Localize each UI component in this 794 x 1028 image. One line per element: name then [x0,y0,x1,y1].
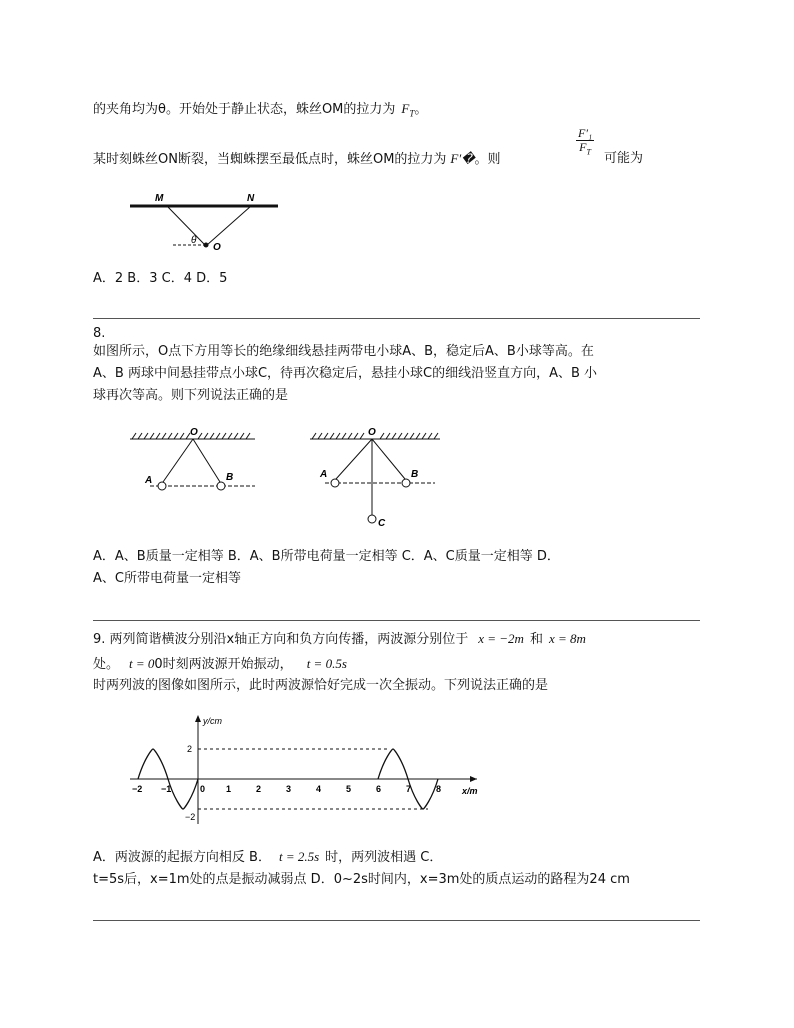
q9-source1-formula: x = −2m [478,631,524,646]
divider-3 [93,920,700,921]
x-tick-neg1: −1 [161,784,172,794]
q7-fprime-formula: F′� [450,151,475,166]
ball-a [158,482,166,490]
y-axis-arrow-icon [195,715,201,722]
q8-right-figure [305,425,450,535]
y-axis-label: y/cm [203,716,222,726]
ball-b [402,479,410,487]
q9-and-text: 和 [529,632,543,647]
label-o: O [190,427,198,438]
q7-ratio-fraction [576,127,594,158]
thread-a [163,439,193,482]
thread-b [372,439,405,479]
x-axis-label: x/m [462,786,478,796]
q8-options-line2: A、C所带电荷量一定相等 [93,571,241,586]
q7-line1-text: 的夹角均为θ。开始处于静止状态，蛛丝OM的拉力为 [93,102,396,117]
ball-b [217,482,225,490]
thread-on [207,206,251,245]
q9-t05-formula: t = 0.5s [306,656,347,671]
q7-line2-end: 可能为 [604,151,644,166]
q8-stem-line3: 球再次等高。则下列说法正确的是 [93,388,289,403]
x-tick-labels [132,784,441,794]
q9-stem-text1: 9. 两列简谐横波分别沿x轴正方向和负方向传播，两波源分别位于 [93,632,469,647]
x-tick-2: 2 [256,784,262,794]
y-tick-2: 2 [187,744,193,754]
q7-line1 [93,100,427,123]
q7-line2 [93,150,501,169]
q7-ft-formula: $F_T$ [401,101,415,119]
divider-2 [93,620,700,621]
label-theta: θ [191,235,197,246]
q7-ratio-numerator: F′₁ [578,126,593,140]
x-tick-8: 8 [436,784,442,794]
point-o-dot [204,243,209,248]
thread-b [193,439,220,482]
q7-line1-end: 。 [414,102,428,117]
q7-line2-text: 某时刻蛛丝ON断裂，当蜘蛛摆至最低点时，蛛丝OM的拉力为 [93,152,447,167]
q9-option-a: A．两波源的起振方向相反 B． [93,850,271,865]
q9-t0-formula: t = 0 [129,656,155,671]
x-tick-0: 0 [200,784,206,794]
x-axis-arrow-icon [470,776,477,782]
q9-stem-text2b: 0时刻两波源开始振动， [154,657,293,672]
q9-stem-line1 [93,630,586,649]
q8-number: 8. [93,326,106,341]
q8-left-figure [125,425,265,505]
x-tick-5: 5 [346,784,352,794]
x-tick-4: 4 [316,784,322,794]
q8-stem-line1: 如图所示，O点下方用等长的绝缘细线悬挂两带电小球A、B，稳定后A、B小球等高。在 [93,344,594,359]
q9-wave-graph [125,712,495,827]
q9-option-b-end: 时，两列波相遇 C． [325,850,443,865]
x-tick-1: 1 [226,784,232,794]
q7-spider-figure [125,190,285,253]
q9-stem-text2a: 处。 [93,657,120,672]
q9-options-line1 [93,848,442,867]
q8-stem-line2: A、B 两球中间悬挂带点小球C，待再次稳定后，悬挂小球C的细线沿竖直方向，A、B 小 [93,366,598,381]
x-tick-7: 7 [406,784,412,794]
label-c: C [378,518,386,529]
q7-line2-mid: 。则 [474,152,501,167]
x-tick-3: 3 [286,784,292,794]
label-o: O [213,242,221,253]
divider-1 [93,318,700,319]
label-a: A [145,475,153,486]
q7-ratio-denominator: $F_T$ [579,140,591,157]
label-o: O [368,427,376,438]
label-b: B [226,472,234,483]
label-m: M [155,193,164,204]
q9-options-line2: t=5s后，x=1m处的点是振动减弱点 D．0~2s时间内，x=3m处的质点运动的路程为24 cm [93,872,630,887]
q9-t25-formula: t = 2.5s [278,849,320,864]
x-tick-neg2: −2 [132,784,143,794]
q7-options: A．2 B．3 C．4 D．5 [93,271,228,286]
q9-stem-line2 [93,655,347,674]
ball-a [331,479,339,487]
thread-om [167,206,205,245]
label-b: B [411,469,419,480]
label-a: A [320,469,328,480]
q8-options-line1: A．A、B质量一定相等 B．A、B所带电荷量一定相等 C．A、C质量一定相等 D． [93,549,560,564]
ball-c [368,515,376,523]
x-tick-6: 6 [376,784,382,794]
y-tick-neg2: −2 [185,812,196,822]
thread-a [336,439,372,479]
q9-source2-formula: x = 8m [548,631,586,646]
label-n: N [247,193,255,204]
q9-stem-line3: 时两列波的图像如图所示，此时两波源恰好完成一次全振动。下列说法正确的是 [93,678,549,693]
